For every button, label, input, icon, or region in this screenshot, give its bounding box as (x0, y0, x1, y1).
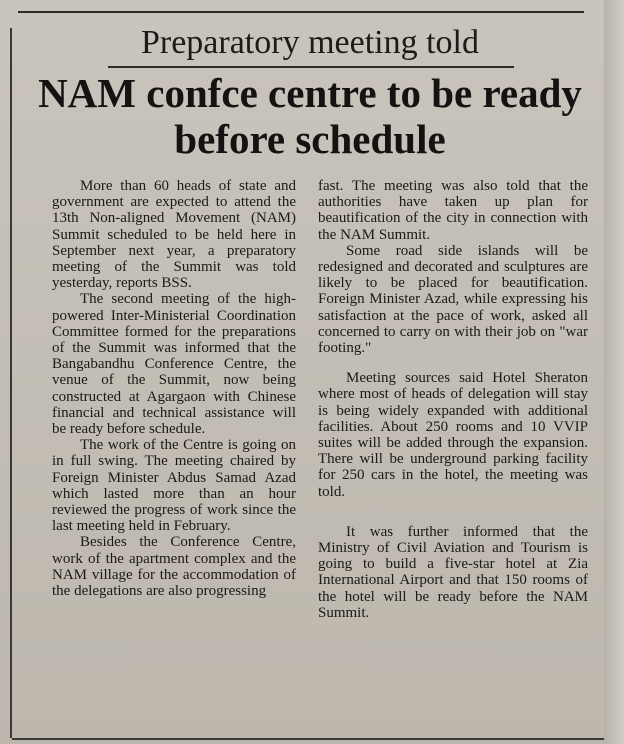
page-edge (604, 0, 624, 744)
paragraph: Some road side islands will be redesigned and decorated and sculptures are likely to be placed for beautification. Foreign Minister Azad, while expressing his satisfaction at the pace of work, asked all concerned to carry on with their job on "war footing." (318, 242, 588, 357)
kicker-headline: Preparatory meeting told (140, 24, 479, 61)
paragraph: The second meeting of the high-powered Inter-Ministerial Coordination Committee formed for the preparations of the Summit was informed that the Bangabandhu Conference Centre, the venue of the Summit, now being constructed at Agargaon with Chinese financial and technical assistance will be ready before schedule. (52, 291, 296, 438)
kicker-underline (108, 66, 514, 68)
article-column-left (52, 178, 296, 599)
paragraph: It was further informed that the Ministry of Civil Aviation and Tourism is going to build a five-star hotel at Zia International Airport and that 150 rooms of the hotel will be ready before the NAM Summit. (318, 523, 588, 621)
article-column-right (318, 178, 588, 621)
left-rule (10, 28, 12, 738)
paragraph: Meeting sources said Hotel Sheraton where most of heads of delegation will stay is being widely expanded with additional facilities. About 250 rooms and 10 VVIP suites will be added through the expansion. There will be underground parking facility for 250 cars in the hotel, the meeting was told. (318, 370, 588, 500)
paragraph: Besides the Conference Centre, work of the apartment complex and the NAM village for the accommodation of the delegations are also progressing (52, 534, 296, 600)
paragraph: More than 60 heads of state and government are expected to attend the 13th Non-aligned Movement (NAM) Summit scheduled to be held here in September next year, a preparatory meeting of the Summit was told yesterday, reports BSS. (52, 178, 296, 292)
bottom-rule (12, 738, 604, 740)
top-rule (18, 11, 584, 13)
paragraph: fast. The meeting was also told that the authorities have taken up plan for beautification of the city in connection with the NAM Summit. (318, 178, 588, 243)
main-headline: NAM confce centre to be ready before schedule (38, 70, 582, 162)
paragraph: The work of the Centre is going on in full swing. The meeting chaired by Foreign Minister Abdus Samad Azad which lasted more than an hour reviewed the progress of work since the last meeting held in February. (52, 437, 296, 535)
